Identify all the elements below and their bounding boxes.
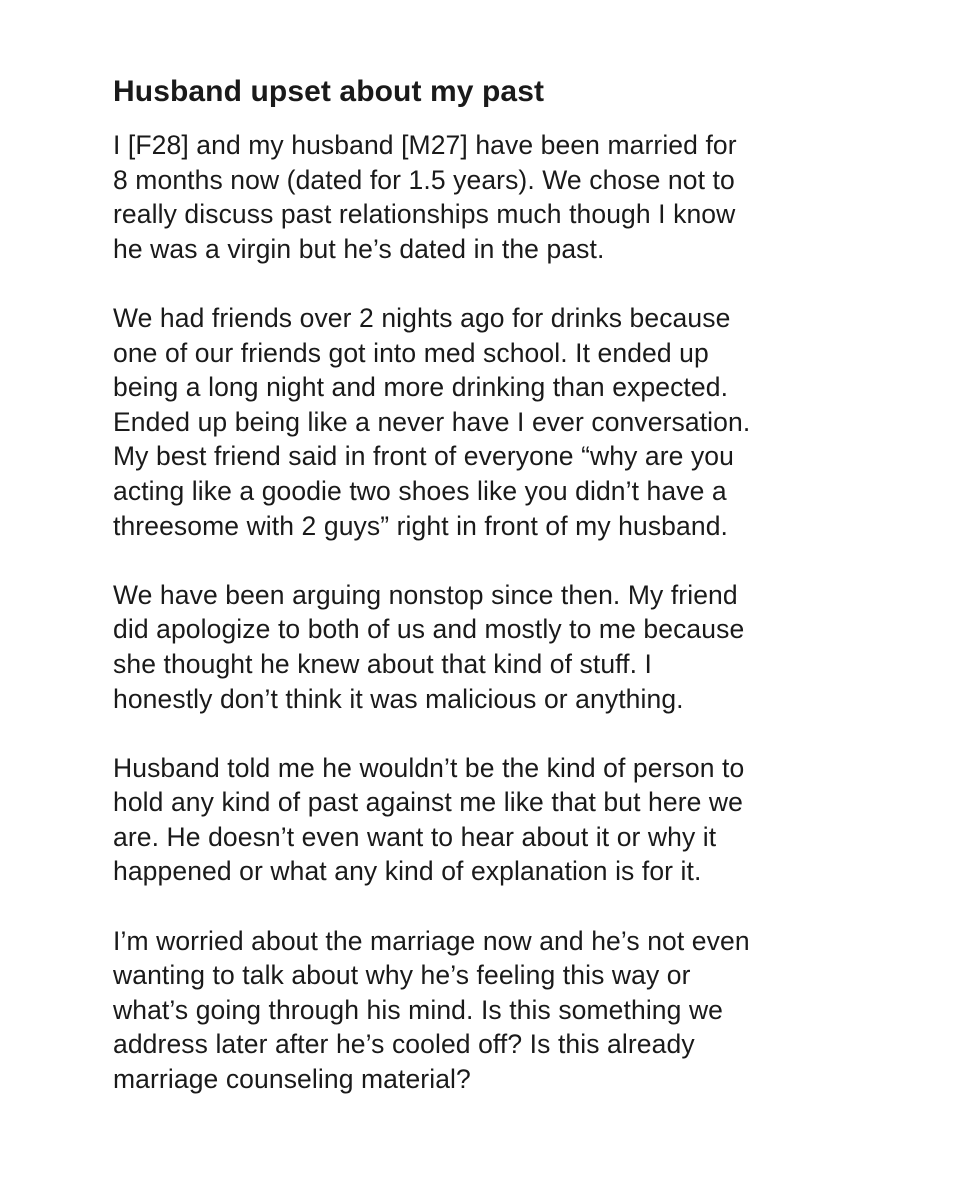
post-paragraph: Husband told me he wouldn’t be the kind of person to hold any kind of past against me like that but here we are. He doesn’t even want to hear about it or why it happened or what any kind of explanation is for it. (113, 752, 745, 887)
post-title: Husband upset about my past (113, 75, 545, 108)
post-paragraph: I’m worried about the marriage now and he’s not even wanting to talk about why he’s feeling this way or what’s going through his mind. Is this something we address later after he’s cooled off? Is this already marriage counseling material? (113, 925, 750, 1095)
post-paragraph: I [F28] and my husband [M27] have been married for 8 months now (dated for 1.5 years). We chose not to really discuss past relationships much though I know he was a virgin but he’s dated in the past. (113, 130, 737, 264)
post-paragraph: We had friends over 2 nights ago for drinks because one of our friends got into med school. It ended up being a long night and more drinking than expected. Ended up being like a never have I ever conversation. My best friend said in front of everyone “why are you acting like a goodie two shoes like you didn’t have a threesome with 2 guys” right in front of my husband. (113, 302, 751, 541)
post-paragraph: We have been arguing nonstop since then. My friend did apologize to both of us and mostly to me because she thought he knew about that kind of stuff. I honestly don’t think it was malicious or anything. (113, 579, 745, 714)
post-body (113, 128, 853, 1097)
post (113, 72, 853, 1097)
